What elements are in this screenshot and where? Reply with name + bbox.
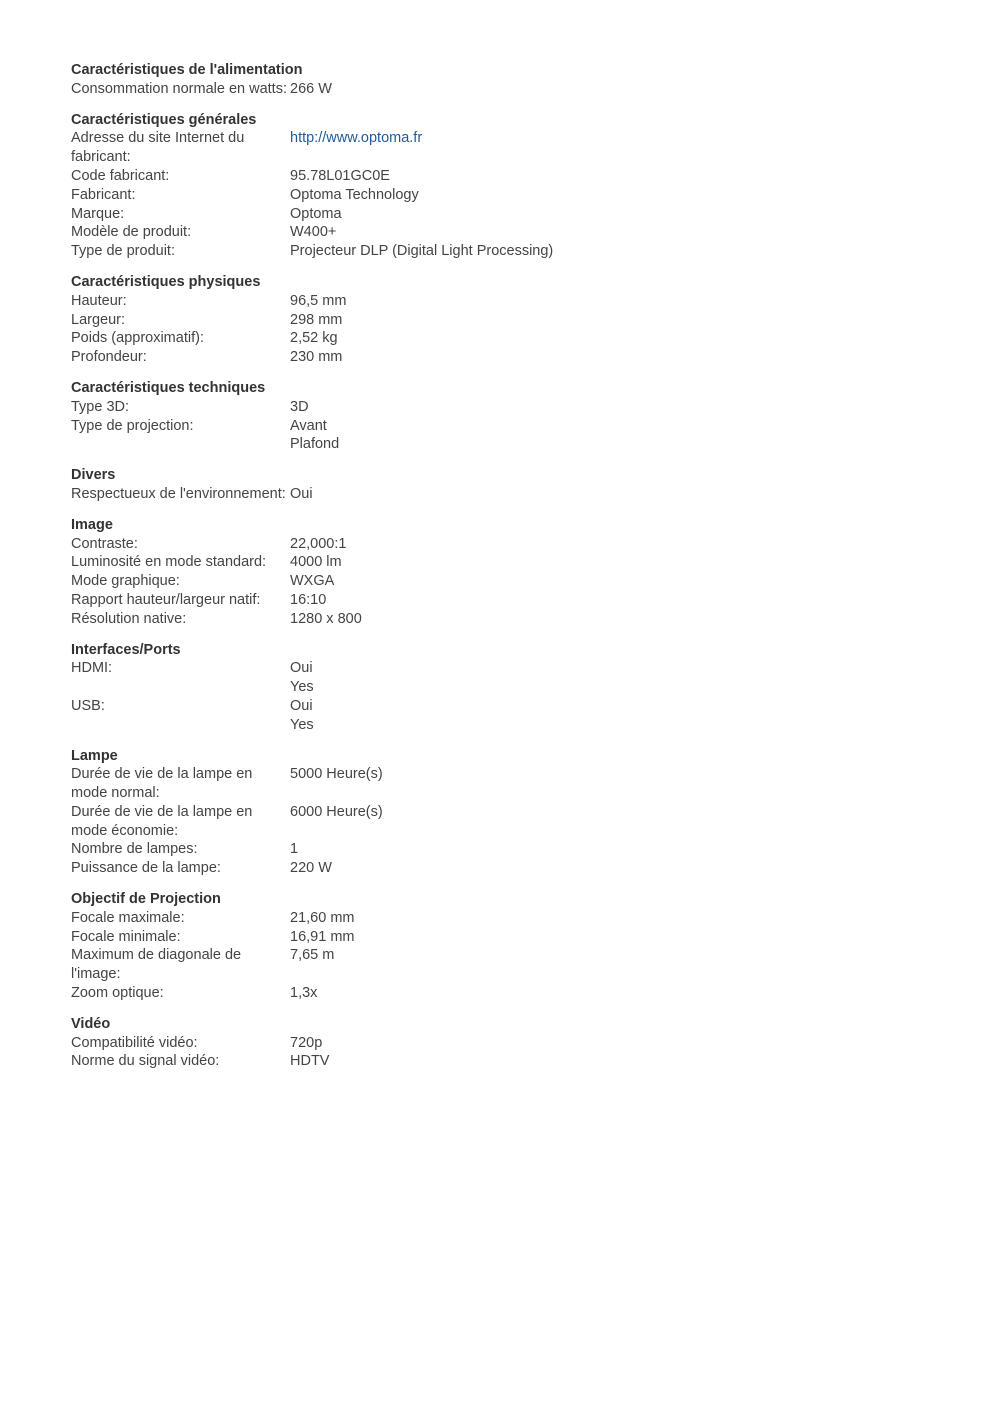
spec-row (71, 186, 671, 205)
spec-value: 96,5 mm (290, 292, 347, 309)
spec-value: Yes (290, 679, 314, 696)
spec-value: W400+ (290, 224, 337, 241)
spec-label: Durée de vie de la lampe en mode normal: (71, 766, 253, 802)
spec-label: Consommation normale en watts: (71, 80, 287, 97)
spec-label: Durée de vie de la lampe en mode économie: (71, 803, 253, 839)
spec-values (290, 80, 671, 99)
section-lampe (71, 747, 671, 879)
spec-row (71, 928, 671, 947)
section-title: Lampe (71, 747, 118, 764)
spec-values (290, 553, 671, 572)
spec-row (71, 765, 671, 803)
spec-values (290, 417, 671, 455)
spec-values (290, 398, 671, 417)
spec-value: 5000 Heure(s) (290, 766, 383, 783)
spec-row (71, 840, 671, 859)
spec-label: Fabricant: (71, 186, 136, 203)
spec-values (290, 242, 671, 261)
spec-label: Norme du signal vidéo: (71, 1053, 220, 1070)
spec-row (71, 417, 671, 455)
spec-label: Modèle de produit: (71, 224, 192, 241)
spec-values (290, 928, 671, 947)
spec-value: 230 mm (290, 349, 343, 366)
spec-values (290, 803, 671, 841)
spec-label: Luminosité en mode standard: (71, 554, 267, 571)
spec-row (71, 553, 671, 572)
spec-value: 16,91 mm (290, 928, 355, 945)
spec-value: Avant (290, 417, 327, 434)
spec-row (71, 535, 671, 554)
spec-label: Compatibilité vidéo: (71, 1034, 198, 1051)
spec-label: Poids (approximatif): (71, 330, 204, 347)
spec-label: Rapport hauteur/largeur natif: (71, 591, 261, 608)
spec-values (290, 223, 671, 242)
spec-label: Focale minimale: (71, 928, 181, 945)
spec-row (71, 398, 671, 417)
spec-value: 22,000:1 (290, 535, 347, 552)
spec-row (71, 129, 671, 167)
spec-row (71, 946, 671, 984)
spec-row (71, 311, 671, 330)
spec-values (290, 610, 671, 629)
spec-values (290, 1034, 671, 1053)
section-caracteristiques-generales (71, 111, 671, 261)
spec-value: 220 W (290, 860, 332, 877)
spec-row (71, 242, 671, 261)
spec-row (71, 591, 671, 610)
spec-value: 3D (290, 398, 309, 415)
section-divers (71, 466, 671, 504)
spec-values (290, 840, 671, 859)
spec-values (290, 859, 671, 878)
spec-row (71, 80, 671, 99)
spec-row (71, 803, 671, 841)
section-title: Interfaces/Ports (71, 641, 181, 658)
section-caracteristiques-techniques (71, 379, 671, 454)
spec-values (290, 205, 671, 224)
section-objectif-de-projection (71, 890, 671, 1003)
spec-row (71, 610, 671, 629)
spec-label: Respectueux de l'environnement: (71, 485, 286, 502)
section-interfaces-ports (71, 641, 671, 735)
spec-value: 4000 lm (290, 554, 342, 571)
spec-value: 1,3x (290, 985, 318, 1002)
spec-value: Optoma Technology (290, 186, 419, 203)
spec-value: 21,60 mm (290, 909, 355, 926)
spec-values (290, 659, 671, 697)
spec-values (290, 591, 671, 610)
spec-label: Nombre de lampes: (71, 841, 198, 858)
spec-label: Résolution native: (71, 610, 187, 627)
spec-row (71, 485, 671, 504)
spec-value: Plafond (290, 436, 340, 453)
spec-label: Marque: (71, 205, 125, 222)
spec-value: 2,52 kg (290, 330, 338, 347)
spec-row (71, 859, 671, 878)
manufacturer-website-link[interactable]: http://www.optoma.fr (290, 130, 423, 147)
spec-values (290, 485, 671, 504)
spec-label: Type de projection: (71, 417, 194, 434)
spec-value: 266 W (290, 80, 332, 97)
spec-value: Oui (290, 660, 313, 677)
spec-label: Adresse du site Internet du fabricant: (71, 130, 245, 166)
spec-label: Hauteur: (71, 292, 127, 309)
spec-row (71, 697, 671, 735)
spec-value: Projecteur DLP (Digital Light Processing) (290, 243, 554, 260)
spec-sheet (71, 61, 671, 1083)
spec-label: HDMI: (71, 660, 113, 677)
section-image (71, 516, 671, 629)
spec-row (71, 348, 671, 367)
spec-value: 298 mm (290, 311, 343, 328)
spec-value: HDTV (290, 1053, 330, 1070)
spec-row (71, 205, 671, 224)
section-title: Divers (71, 467, 116, 484)
spec-row (71, 167, 671, 186)
spec-label: Mode graphique: (71, 573, 180, 590)
section-title: Caractéristiques générales (71, 111, 257, 128)
section-title: Image (71, 516, 113, 533)
spec-row (71, 292, 671, 311)
spec-label: Puissance de la lampe: (71, 860, 221, 877)
spec-label: Profondeur: (71, 349, 147, 366)
spec-values (290, 1052, 671, 1071)
spec-values (290, 129, 671, 167)
spec-value: 6000 Heure(s) (290, 803, 383, 820)
spec-values (290, 946, 671, 984)
spec-value: Oui (290, 697, 313, 714)
spec-values (290, 572, 671, 591)
section-caracteristiques-de-l-alimentation (71, 61, 671, 99)
spec-values (290, 984, 671, 1003)
section-video (71, 1015, 671, 1071)
spec-label: Type de produit: (71, 243, 175, 260)
spec-label: Type 3D: (71, 398, 130, 415)
spec-value: 1 (290, 841, 299, 858)
spec-values (290, 167, 671, 186)
spec-label: Focale maximale: (71, 909, 185, 926)
spec-value: 7,65 m (290, 947, 335, 964)
section-title: Caractéristiques techniques (71, 379, 266, 396)
section-title: Objectif de Projection (71, 891, 221, 908)
spec-values (290, 311, 671, 330)
spec-value: 1280 x 800 (290, 610, 362, 627)
spec-row (71, 909, 671, 928)
spec-values (290, 348, 671, 367)
spec-row (71, 1052, 671, 1071)
spec-value: 720p (290, 1034, 323, 1051)
spec-values (290, 186, 671, 205)
section-title: Caractéristiques de l'alimentation (71, 62, 303, 78)
section-title: Vidéo (71, 1015, 111, 1032)
spec-value: WXGA (290, 573, 335, 590)
spec-row (71, 659, 671, 697)
spec-row (71, 329, 671, 348)
section-title: Caractéristiques physiques (71, 273, 261, 290)
spec-label: Maximum de diagonale de l'image: (71, 947, 242, 983)
spec-value: Optoma (290, 205, 342, 222)
spec-value: Oui (290, 485, 313, 502)
spec-label: Zoom optique: (71, 985, 164, 1002)
spec-label: Contraste: (71, 535, 138, 552)
spec-row (71, 223, 671, 242)
spec-values (290, 909, 671, 928)
spec-values (290, 765, 671, 803)
spec-value: 95.78L01GC0E (290, 167, 390, 184)
spec-label: Code fabricant: (71, 167, 170, 184)
spec-row (71, 1034, 671, 1053)
spec-row (71, 572, 671, 591)
spec-values (290, 329, 671, 348)
spec-label: USB: (71, 697, 105, 714)
spec-label: Largeur: (71, 311, 126, 328)
spec-values (290, 535, 671, 554)
spec-values (290, 292, 671, 311)
section-caracteristiques-physiques (71, 273, 671, 367)
spec-value: Yes (290, 716, 314, 733)
spec-row (71, 984, 671, 1003)
spec-values (290, 697, 671, 735)
spec-value: 16:10 (290, 591, 327, 608)
